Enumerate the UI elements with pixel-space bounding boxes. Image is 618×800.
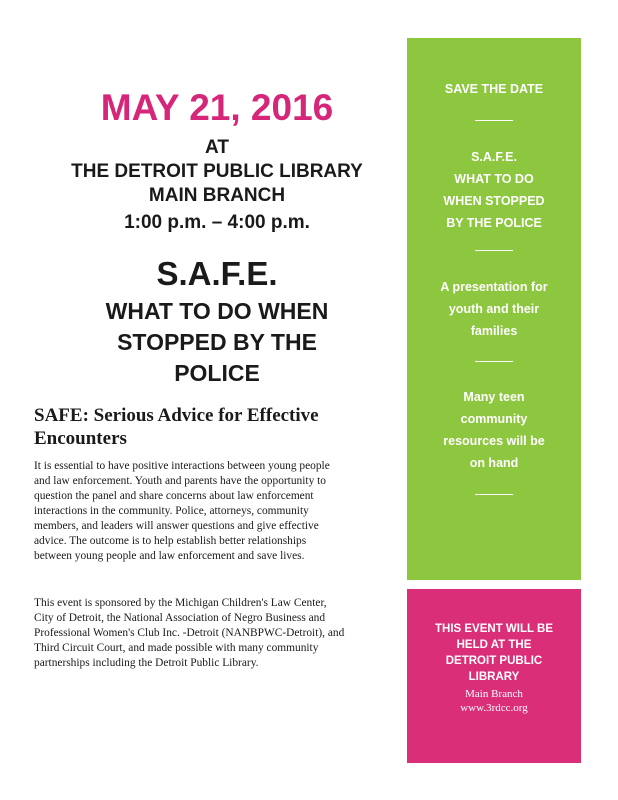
paragraph-line: This event is sponsored by the Michigan Children's Law Center, [34, 597, 327, 609]
save-the-date-panel [407, 38, 581, 580]
sidebar-safe-line: WHAT TO DO [454, 172, 534, 186]
location-panel [407, 589, 581, 763]
paragraph-line: question the panel and share concerns about law enforcement [34, 490, 314, 502]
section-heading-line-1: SAFE: Serious Advice for Effective [34, 405, 319, 426]
paragraph-line: members, and leaders will answer questions and give effective [34, 520, 319, 532]
paragraph-line: It is essential to have positive interactions between young people [34, 460, 330, 472]
location-website[interactable]: www.3rdcc.org [460, 702, 528, 714]
save-the-date-label: SAVE THE DATE [444, 82, 544, 96]
location-line: HELD AT THE [456, 639, 532, 651]
paragraph-line: partnerships including the Detroit Public Library. [34, 657, 259, 669]
title-line-1: WHAT TO DO WHEN [105, 298, 329, 324]
event-at: AT [205, 137, 229, 158]
sidebar-presentation-line: families [470, 324, 518, 338]
sidebar-presentation-line: youth and their [448, 302, 540, 316]
divider [475, 361, 513, 362]
sidebar-resources-line: Many teen [463, 390, 525, 404]
paragraph-line: City of Detroit, the National Association of Negro Business and [34, 612, 326, 624]
paragraph-line: between young people and law enforcement and save lives. [34, 550, 305, 562]
sidebar-safe-line: WHEN STOPPED [443, 194, 545, 208]
paragraph-line: Third Circuit Court, and made possible with many community [34, 642, 319, 654]
title-line-3: POLICE [174, 360, 260, 386]
paragraph-line: Professional Women's Club Inc. -Detroit (NANBPWC-Detroit), and [34, 627, 345, 639]
location-line: LIBRARY [468, 671, 520, 683]
sponsor-paragraph [34, 596, 400, 671]
sidebar-safe-line: S.A.F.E. [471, 150, 517, 164]
divider [475, 494, 513, 495]
paragraph-line: and law enforcement. Youth and parents have the opportunity to [34, 475, 326, 487]
section-heading-line-2: Encounters [34, 428, 127, 449]
location-line: DETROIT PUBLIC [445, 655, 543, 667]
sidebar-resources-line: community [460, 412, 528, 426]
sidebar-resources-line: resources will be [443, 434, 545, 448]
event-time: 1:00 p.m. – 4:00 p.m. [124, 212, 310, 233]
title-line-2: STOPPED BY THE [117, 329, 317, 355]
location-branch: Main Branch [465, 688, 523, 700]
divider [475, 250, 513, 251]
sidebar-presentation-line: A presentation for [440, 280, 548, 294]
safe-acronym: S.A.F.E. [156, 255, 278, 292]
sidebar-safe-line: BY THE POLICE [446, 216, 542, 230]
venue-name: THE DETROIT PUBLIC LIBRARY [71, 161, 363, 182]
venue-branch: MAIN BRANCH [148, 185, 286, 206]
section-heading [34, 404, 400, 450]
divider [475, 120, 513, 121]
sidebar-resources-line: on hand [469, 456, 519, 470]
description-paragraph [34, 459, 400, 564]
location-line: THIS EVENT WILL BE [435, 623, 553, 635]
paragraph-line: interactions in the community. Police, attorneys, community [34, 505, 309, 517]
event-date: MAY 21, 2016 [100, 87, 334, 128]
paragraph-line: advice. The outcome is to help establish better relationships [34, 535, 307, 547]
